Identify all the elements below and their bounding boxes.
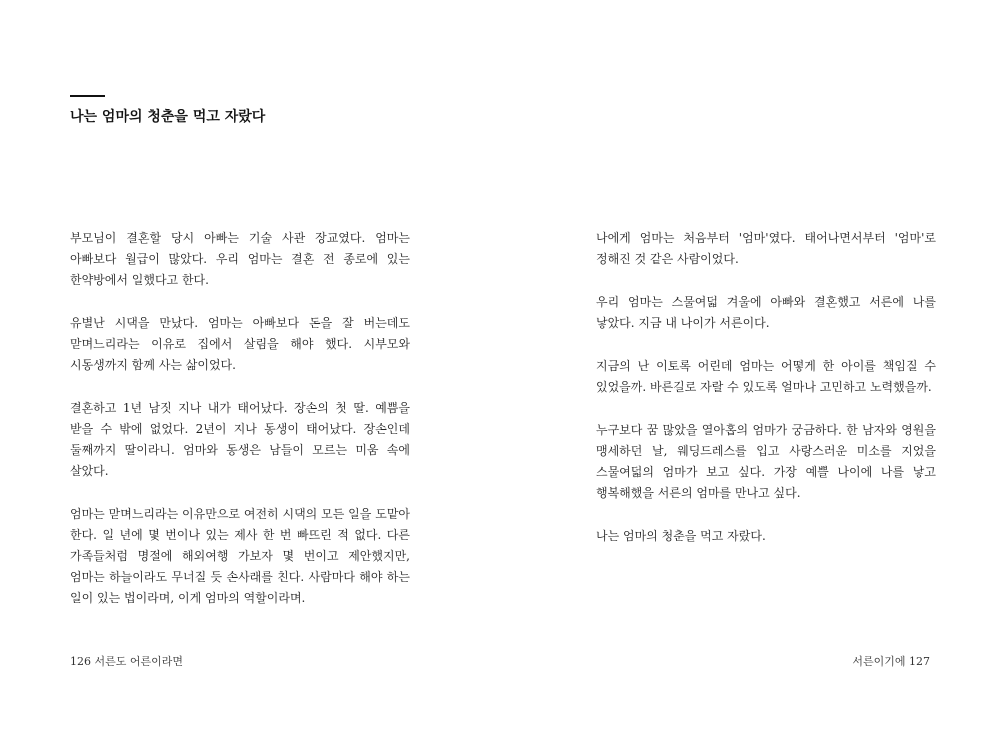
paragraph: 부모님이 결혼할 당시 아빠는 기술 사관 장교였다. 엄마는 아빠보다 월급이 많았다. 우리 엄마는 결혼 전 종로에 있는 한약방에서 일했다고 한다.: [70, 231, 410, 287]
paragraph: 나는 엄마의 청춘을 먹고 자랐다.: [596, 529, 766, 543]
paragraph: 누구보다 꿈 많았을 열아홉의 엄마가 궁금하다. 한 남자와 영원을 맹세하던 날, 웨딩드레스를 입고 사랑스러운 미소를 지었을 스물여덟의 엄마가 보고 싶다. 가장 예쁠 나이에 나를 낳고 행복해했을 서른의 엄마를 만나고 싶다.: [596, 423, 936, 500]
right-page: [500, 0, 1000, 734]
right-body-text: [596, 228, 936, 569]
chapter-title: 나는 엄마의 청춘을 먹고 자랐다: [70, 109, 266, 125]
paragraph: 유별난 시댁을 만났다. 엄마는 아빠보다 돈을 잘 버는데도 맏며느리라는 이유로 집에서 살림을 해야 했다. 시부모와 시동생까지 함께 사는 삶이었다.: [70, 316, 410, 372]
left-body-text: [70, 228, 410, 631]
page-number-left: 126 서른도 어른이라면: [70, 655, 183, 668]
paragraph: 엄마는 맏며느리라는 이유만으로 여전히 시댁의 모든 일을 도맡아 한다. 일 년에 몇 번이나 있는 제사 한 번 빠뜨린 적 없다. 다른 가족들처럼 명절에 해외여행 가보자 몇 번이고 제안했지만, 엄마는 하늘이라도 무너질 듯 손사래를 친다. 사람마다 해야 하는 일이 있는 법이라며, 이게 엄마의 역할이라며.: [70, 507, 410, 605]
title-rule: [70, 95, 105, 97]
paragraph: 결혼하고 1년 남짓 지나 내가 태어났다. 장손의 첫 딸. 예쁨을 받을 수 밖에 없었다. 2년이 지나 동생이 태어났다. 장손인데 둘째까지 딸이라니. 엄마와 동생은 남들이 모르는 미움 속에 살았다.: [70, 401, 410, 478]
paragraph: 지금의 난 이토록 어린데 엄마는 어떻게 한 아이를 책임질 수 있었을까. 바른길로 자랄 수 있도록 얼마나 고민하고 노력했을까.: [596, 359, 936, 394]
paragraph: 나에게 엄마는 처음부터 '엄마'였다. 태어나면서부터 '엄마'로 정해진 것 같은 사람이었다.: [596, 231, 936, 266]
page-number-right: 서른이기에 127: [852, 655, 930, 668]
paragraph: 우리 엄마는 스물여덟 겨울에 아빠와 결혼했고 서른에 나를 낳았다. 지금 내 나이가 서른이다.: [596, 295, 936, 330]
